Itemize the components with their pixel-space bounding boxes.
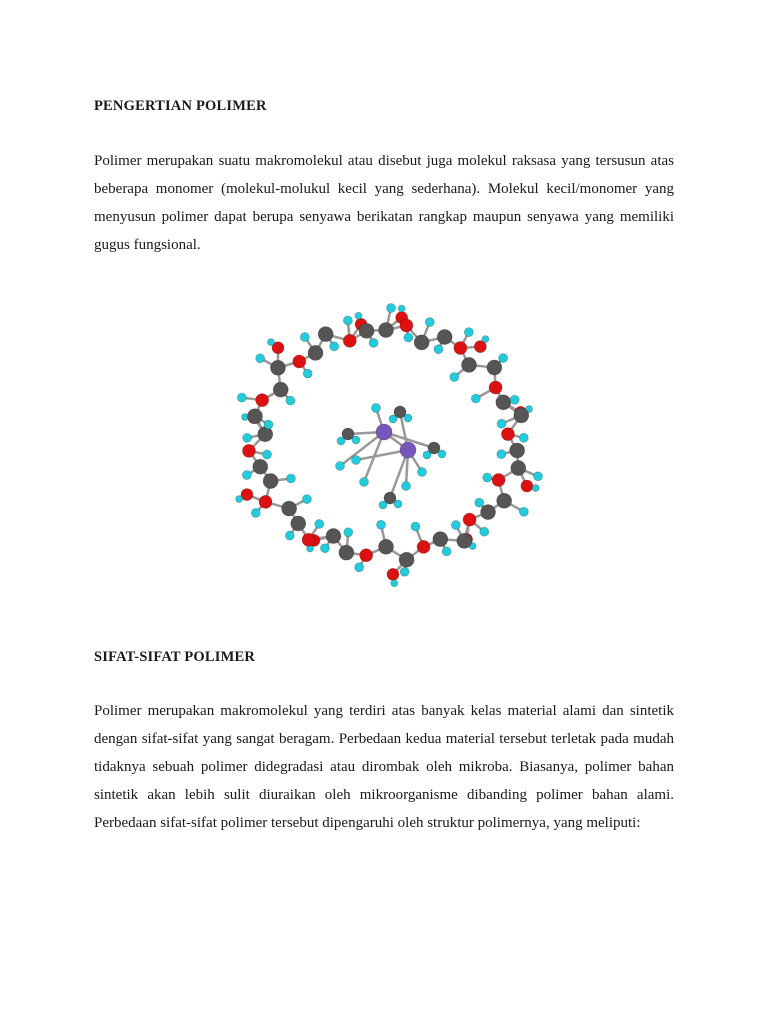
carbon-atom xyxy=(359,323,374,338)
hydrogen-atom xyxy=(286,474,295,483)
hydrogen-atom xyxy=(303,369,312,378)
carbon-atom xyxy=(457,533,472,548)
hydrogen-atom xyxy=(398,305,405,312)
carbon-atom xyxy=(481,505,496,520)
hydrogen-atom xyxy=(423,451,431,459)
carbon-atom xyxy=(462,357,477,372)
oxygen-atom xyxy=(387,568,399,580)
oxygen-atom xyxy=(400,319,413,332)
hydrogen-atom xyxy=(243,433,252,442)
molecule-ring-illustration xyxy=(212,292,560,588)
hydrogen-atom xyxy=(418,468,427,477)
hydrogen-atom xyxy=(264,420,273,429)
carbon-atom xyxy=(510,443,525,458)
hydrogen-atom xyxy=(532,485,539,492)
center-atom xyxy=(400,442,416,458)
hydrogen-atom xyxy=(320,544,329,553)
hydrogen-atom xyxy=(434,345,443,354)
hydrogen-atom xyxy=(336,462,345,471)
hydrogen-atom xyxy=(352,436,360,444)
center-atom xyxy=(376,424,392,440)
hydrogen-atom xyxy=(475,498,484,507)
hydrogen-atom xyxy=(389,415,397,423)
carbon-atom xyxy=(511,461,526,476)
oxygen-atom xyxy=(302,533,315,546)
hydrogen-atom xyxy=(510,395,519,404)
hydrogen-atom xyxy=(369,338,378,347)
hydrogen-atom xyxy=(237,393,246,402)
paragraph-pengertian: Polimer merupakan suatu makromolekul atau disebut juga molekul raksasa yang tersusun atas beberapa monomer (molekul-molukul kecil yang sederhana). Molekul kecil/monomer yang menyusun polimer dapat berupa senyawa berikatan rangkap maupun senyawa yang memiliki gugus fungsional. xyxy=(94,153,674,253)
oxygen-atom xyxy=(293,355,306,368)
hydrogen-atom xyxy=(355,563,364,572)
hydrogen-atom xyxy=(464,328,473,337)
hydrogen-atom xyxy=(256,354,265,363)
hydrogen-atom xyxy=(482,336,489,343)
hydrogen-atom xyxy=(497,450,506,459)
carbon-atom xyxy=(399,552,414,567)
hydrogen-atom xyxy=(519,507,528,516)
oxygen-atom xyxy=(417,540,430,553)
oxygen-atom xyxy=(492,474,505,487)
hydrogen-atom xyxy=(355,312,362,319)
oxygen-atom xyxy=(463,513,476,526)
carbon-atom xyxy=(414,335,429,350)
oxygen-atom xyxy=(454,342,467,355)
hydrogen-atom xyxy=(402,482,411,491)
hydrogen-atom xyxy=(404,333,413,342)
carbon-atom xyxy=(379,539,394,554)
carbon-atom xyxy=(497,493,512,508)
carbon-atom xyxy=(379,323,394,338)
carbon-atom xyxy=(263,474,278,489)
carbon-atom xyxy=(253,459,268,474)
oxygen-atom xyxy=(521,480,533,492)
hydrogen-atom xyxy=(471,394,480,403)
hydrogen-atom xyxy=(394,500,402,508)
hydrogen-atom xyxy=(533,472,542,481)
carbon-atom xyxy=(487,360,502,375)
carbon-atom xyxy=(318,327,333,342)
hydrogen-atom xyxy=(480,527,489,536)
oxygen-atom xyxy=(256,394,269,407)
hydrogen-atom xyxy=(372,404,381,413)
carbon-atom xyxy=(433,532,448,547)
hydrogen-atom xyxy=(483,473,492,482)
section-heading-sifat: SIFAT-SIFAT POLIMER xyxy=(94,649,256,665)
hydrogen-atom xyxy=(344,528,353,537)
hydrogen-atom xyxy=(425,318,434,327)
hydrogen-atom xyxy=(497,419,506,428)
oxygen-atom xyxy=(259,495,272,508)
hydrogen-atom xyxy=(337,437,345,445)
hydrogen-atom xyxy=(377,520,386,529)
molecule-figure xyxy=(212,292,560,588)
hydrogen-atom xyxy=(330,342,339,351)
carbon-atom xyxy=(326,529,341,544)
hydrogen-atom xyxy=(302,495,311,504)
carbon-atom xyxy=(291,516,306,531)
hydrogen-atom xyxy=(400,567,409,576)
hydrogen-atom xyxy=(300,333,309,342)
paragraph-sifat: Polimer merupakan makromolekul yang terdiri atas banyak kelas material alami dan sintetik dengan sifat-sifat yang sangat beragam. Perbedaan kedua material tersebut terletak pada mudah tidaknya sebuah polimer didegradasi atau dirombak oleh mikroba. Biasanya, polimer bahan sintetik akan lebih sulit diuraikan oleh mikroorganisme dibanding polimer bahan alami. Perbedaan sifat-sifat polimer tersebut dipengaruhi oleh struktur polimernya, yang meliputi: xyxy=(94,703,674,831)
hydrogen-atom xyxy=(285,531,294,540)
carbon-atom xyxy=(270,360,285,375)
hydrogen-atom xyxy=(499,354,508,363)
carbon-atom xyxy=(308,345,323,360)
hydrogen-atom xyxy=(450,373,459,382)
hydrogen-atom xyxy=(404,414,412,422)
oxygen-atom xyxy=(501,428,514,441)
hydrogen-atom xyxy=(379,501,387,509)
carbon-atom xyxy=(282,501,297,516)
hydrogen-atom xyxy=(352,456,361,465)
section-heading-pengertian: PENGERTIAN POLIMER xyxy=(94,98,267,114)
carbon-atom xyxy=(437,330,452,345)
hydrogen-atom xyxy=(267,339,274,346)
hydrogen-atom xyxy=(438,450,446,458)
hydrogen-atom xyxy=(236,496,243,503)
carbon-atom xyxy=(514,408,529,423)
hydrogen-atom xyxy=(263,450,272,459)
hydrogen-atom xyxy=(519,433,528,442)
carbon-atom xyxy=(247,409,262,424)
hydrogen-atom xyxy=(387,304,396,313)
hydrogen-atom xyxy=(360,478,369,487)
oxygen-atom xyxy=(343,334,356,347)
hydrogen-atom xyxy=(442,547,451,556)
hydrogen-atom xyxy=(343,316,352,325)
oxygen-atom xyxy=(242,444,255,457)
hydrogen-atom xyxy=(286,396,295,405)
carbon-atom xyxy=(339,545,354,560)
hydrogen-atom xyxy=(251,508,260,517)
hydrogen-atom xyxy=(242,471,251,480)
carbon-atom xyxy=(496,395,511,410)
hydrogen-atom xyxy=(391,580,398,587)
hydrogen-atom xyxy=(315,519,324,528)
hydrogen-atom xyxy=(411,522,420,531)
oxygen-atom xyxy=(360,549,373,562)
hydrogen-atom xyxy=(451,521,460,530)
carbon-atom xyxy=(273,382,288,397)
oxygen-atom xyxy=(489,381,502,394)
